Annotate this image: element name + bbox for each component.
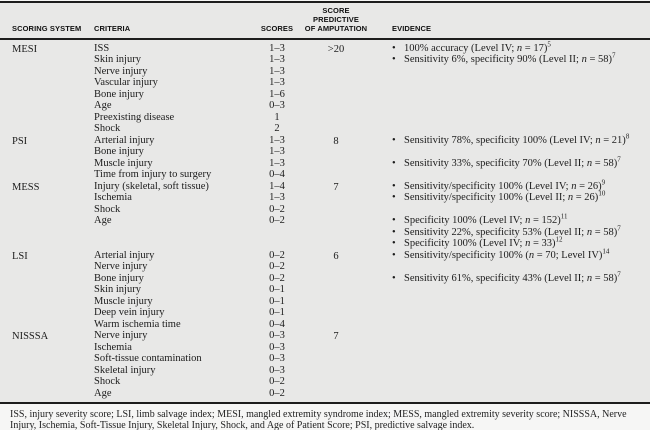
- criteria-cell: Injury (skeletal, soft tissue): [94, 180, 209, 192]
- evidence-bullet-item: [392, 155, 650, 170]
- predictive-score-cell: >20: [327, 43, 345, 55]
- criteria-cell: Soft-tissue contamination: [94, 353, 202, 364]
- header-score-predictive: [300, 6, 372, 33]
- criteria-column: [94, 250, 254, 331]
- score-cell: 1–3: [269, 192, 285, 203]
- criteria-cell: Vascular injury: [94, 77, 158, 88]
- predictive-score-cell: 6: [333, 250, 339, 262]
- criteria-cell: Skin injury: [94, 284, 141, 295]
- bullet-icon: •: [392, 157, 396, 169]
- table-body: [0, 40, 650, 403]
- criteria-cell: Bone injury: [94, 146, 144, 157]
- criteria-column: [94, 181, 254, 227]
- score-cell: 1–4: [269, 180, 285, 192]
- evidence-bullet-item: [392, 247, 650, 262]
- bullet-icon: •: [392, 192, 396, 203]
- scoring-systems-table: [0, 1, 650, 404]
- criteria-cell: Preexisting disease: [94, 111, 175, 123]
- score-cell: 0–2: [269, 203, 285, 215]
- predictive-score-cell: 7: [333, 181, 339, 193]
- criteria-cell: Age: [94, 100, 112, 111]
- score-cell: 0–4: [269, 318, 285, 330]
- header-scores: SCORES: [260, 24, 294, 33]
- scores-column: [254, 135, 300, 181]
- evidence-bullet-item: [392, 270, 650, 285]
- criteria-cell: Shock: [94, 123, 121, 134]
- section-row-psi: [0, 132, 650, 181]
- criteria-cell: Skeletal injury: [94, 364, 156, 376]
- predictive-score-cell: 8: [333, 135, 339, 147]
- score-cell: 0–2: [269, 272, 285, 284]
- evidence-spacer: [392, 146, 650, 158]
- criteria-column: [94, 43, 254, 135]
- header-score-predictive-line1: SCORE PREDICTIVE: [312, 6, 359, 24]
- criteria-column: [94, 330, 254, 399]
- evidence-text: Sensitivity/specificity 100% (Level II; n = 26)$^{10}$: [404, 189, 606, 203]
- evidence-column: [372, 178, 650, 250]
- evidence-bullet-item: [392, 189, 650, 204]
- bullet-icon: •: [392, 54, 396, 65]
- score-cell: 0–3: [269, 341, 285, 353]
- bullet-icon: •: [392, 238, 396, 249]
- criteria-cell: Nerve injury: [94, 330, 148, 341]
- evidence-bullet-item: [392, 132, 650, 147]
- section-row-mesi: [0, 40, 650, 135]
- score-cell: 0–2: [269, 215, 285, 226]
- scores-column: [254, 330, 300, 399]
- evidence-text: Sensitivity 61%, specificity 43% (Level II; n = 58)$^7$: [404, 270, 621, 284]
- evidence-bullet-item: [392, 51, 650, 66]
- score-cell: 1–3: [269, 134, 285, 146]
- evidence-bullet-item: [392, 224, 650, 239]
- section-row-lsi: [0, 247, 650, 331]
- criteria-cell: Nerve injury: [94, 65, 148, 77]
- score-cell: 0–2: [269, 376, 285, 387]
- section-row-nisssa: [0, 330, 650, 399]
- evidence-bullet-item: [392, 178, 650, 193]
- score-cell: 0–1: [269, 284, 285, 295]
- bullet-icon: •: [392, 249, 396, 261]
- criteria-cell: Arterial injury: [94, 249, 155, 261]
- score-cell: 0–2: [269, 387, 285, 399]
- criteria-cell: Time from injury to surgery: [94, 169, 212, 180]
- score-cell: 1–6: [269, 88, 285, 100]
- scoring-system-name: MESS: [12, 181, 40, 193]
- scoring-system-name: NISSSA: [12, 331, 49, 342]
- section-row-mess: [0, 178, 650, 250]
- score-cell: 1–3: [269, 65, 285, 77]
- header-evidence: EVIDENCE: [392, 24, 432, 33]
- header-criteria: CRITERIA: [94, 24, 131, 33]
- criteria-cell: Ischemia: [94, 341, 132, 353]
- criteria-cell: Shock: [94, 203, 121, 215]
- table-bottom-rule: [0, 402, 650, 404]
- criteria-cell: Warm ischemia time: [94, 318, 181, 330]
- table-footnote: ISS, injury severity score; LSI, limb salvage index; MESI, mangled extremity syndrome index; MESS, mangled extremity severity score; NISSSA, Nerve Injury, Ischemia, Soft-Tissue Injury, Skeletal Injury, Shock, and Age of Patient Score; PSI, predictive salvage index.: [10, 408, 627, 430]
- evidence-text: Sensitivity/specificity 100% (Level IV; n = 26)$^9$: [404, 178, 606, 192]
- criteria-cell: Muscle injury: [94, 295, 153, 307]
- score-cell: 1–3: [269, 77, 285, 88]
- criteria-cell: Nerve injury: [94, 261, 148, 272]
- criteria-cell: Age: [94, 387, 112, 399]
- bullet-icon: •: [392, 226, 396, 238]
- table-header-row: [0, 3, 650, 38]
- evidence-text: Specificity 100% (Level IV; n = 152)$^{11}$: [404, 212, 568, 226]
- criteria-cell: Bone injury: [94, 272, 144, 284]
- score-cell: 1–3: [269, 146, 285, 157]
- bullet-icon: •: [392, 180, 396, 192]
- scoring-system-name: LSI: [12, 250, 28, 262]
- evidence-bullet-item: [392, 212, 650, 227]
- score-cell: 0–3: [269, 100, 285, 111]
- predictive-score-cell: 7: [333, 331, 339, 342]
- criteria-cell: Deep vein injury: [94, 307, 165, 318]
- scores-column: [254, 181, 300, 227]
- score-cell: 0–3: [269, 353, 285, 364]
- header-score-predictive-line2: OF AMPUTATION: [304, 24, 368, 33]
- criteria-cell: Muscle injury: [94, 157, 153, 169]
- criteria-cell: Arterial injury: [94, 134, 155, 146]
- evidence-bullet-item: [392, 235, 650, 250]
- scores-column: [254, 43, 300, 135]
- score-cell: 0–3: [269, 330, 285, 341]
- evidence-text: Sensitivity 78%, specificity 100% (Level IV; n = 21)$^8$: [404, 132, 630, 146]
- criteria-cell: Bone injury: [94, 88, 144, 100]
- score-cell: 0–1: [269, 307, 285, 318]
- score-cell: 0–3: [269, 364, 285, 376]
- score-cell: 1–3: [269, 42, 285, 54]
- score-cell: 0–1: [269, 295, 285, 307]
- score-cell: 0–4: [269, 169, 285, 180]
- scoring-system-name: PSI: [12, 135, 28, 147]
- header-scoring-system: SCORING SYSTEM: [12, 24, 82, 33]
- criteria-cell: ISS: [94, 42, 110, 54]
- scoring-system-name: MESI: [12, 43, 38, 55]
- evidence-text: Sensitivity 33%, specificity 70% (Level II; n = 58)$^7$: [404, 155, 621, 169]
- criteria-cell: Ischemia: [94, 192, 132, 203]
- criteria-cell: Shock: [94, 376, 121, 387]
- score-cell: 0–2: [269, 261, 285, 272]
- evidence-text: Sensitivity 22%, specificity 53% (Level II; n = 58)$^7$: [404, 224, 621, 238]
- evidence-text: Sensitivity 6%, specificity 90% (Level II; n = 58)$^7$: [404, 51, 616, 65]
- evidence-column: [372, 132, 650, 170]
- score-cell: 0–2: [269, 249, 285, 261]
- score-cell: 2: [274, 123, 280, 134]
- evidence-spacer: [392, 204, 650, 216]
- bullet-icon: •: [392, 272, 396, 284]
- score-cell: 1–3: [269, 54, 285, 65]
- bullet-icon: •: [392, 215, 396, 226]
- evidence-text: Specificity 100% (Level IV; n = 33)$^{12}$: [404, 235, 563, 249]
- criteria-cell: Skin injury: [94, 54, 141, 65]
- score-cell: 1: [274, 111, 280, 123]
- evidence-text: Sensitivity/specificity 100% (n = 70; Level IV)$^{14}$: [404, 247, 610, 261]
- bullet-icon: •: [392, 42, 396, 54]
- evidence-spacer: [392, 261, 650, 273]
- evidence-column: [372, 40, 650, 66]
- score-cell: 1–3: [269, 157, 285, 169]
- scanned-paper-page: [0, 1, 650, 430]
- criteria-cell: Age: [94, 215, 112, 226]
- scores-column: [254, 250, 300, 331]
- criteria-column: [94, 135, 254, 181]
- evidence-column: [372, 247, 650, 285]
- evidence-text: 100% accuracy (Level IV; n = 17)$^5$: [404, 40, 551, 54]
- bullet-icon: •: [392, 134, 396, 146]
